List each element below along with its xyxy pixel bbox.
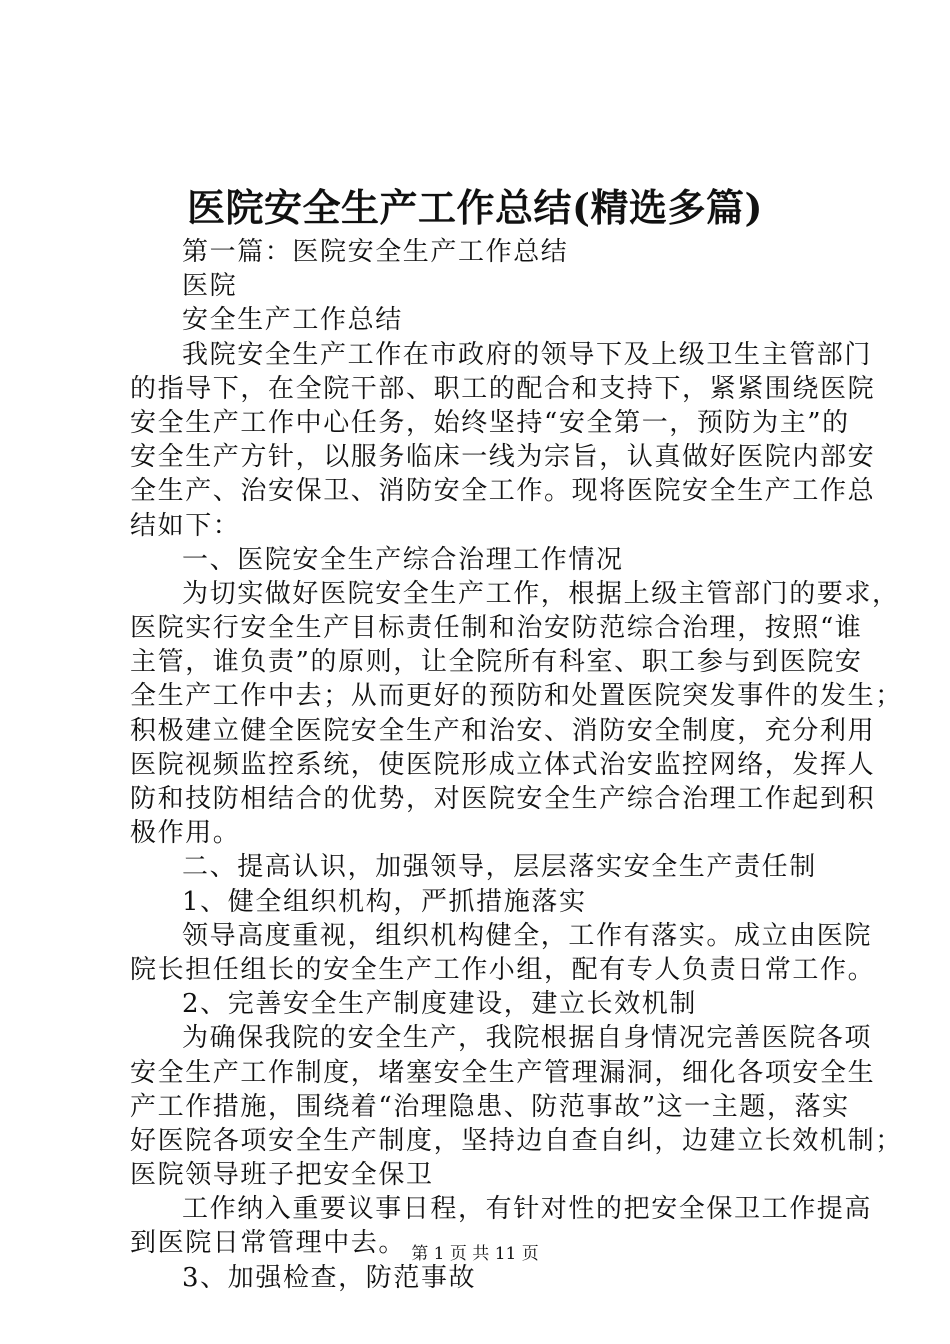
paragraph-line: 为确保我院的安全生产，我院根据自身情况完善医院各项 [182, 1023, 873, 1054]
section-heading: 第一篇：医院安全生产工作总结 [182, 237, 569, 267]
paragraph-line: 医院视频监控系统，使医院形成立体式治安监控网络，发挥人 [130, 749, 876, 780]
paragraph-line: 医院领导班子把安全保卫 [130, 1160, 434, 1191]
subsection-heading: 1、健全组织机构，严抓措施落实 [182, 886, 587, 917]
paragraph-line: 安全生产工作中心任务，始终坚持“安全第一，预防为主”的 [130, 407, 850, 438]
paragraph-line: 产工作措施，围绕着“治理隐患、防范事故”这一主题，落实 [130, 1091, 850, 1122]
paragraph-line: 安全生产方针，以服务临床一线为宗旨，认真做好医院内部安 [130, 442, 876, 473]
paragraph-line: 防和技防相结合的优势，对医院安全生产综合治理工作起到积 [130, 784, 876, 814]
document-body [130, 235, 903, 1295]
paragraph-line: 领导高度重视，组织机构健全，工作有落实。成立由医院 [182, 920, 873, 951]
paragraph-line: 结如下： [130, 510, 241, 541]
paragraph-line: 为切实做好医院安全生产工作，根据上级主管部门的要求， [182, 578, 900, 609]
paragraph-line: 好医院各项安全生产制度，坚持边自查自纠，边建立长效机制； [130, 1125, 903, 1156]
subheading-line: 安全生产工作总结 [182, 305, 403, 336]
paragraph-line: 的指导下，在全院干部、职工的配合和支持下，紧紧围绕医院 [130, 373, 876, 404]
paragraph-line: 主管，谁负责”的原则，让全院所有科室、职工参与到医院安 [130, 647, 863, 678]
paragraph-line: 我院安全生产工作在市政府的领导下及上级卫生主管部门 [182, 339, 873, 370]
paragraph-line: 全生产工作中去；从而更好的预防和处置医院突发事件的发生； [130, 681, 903, 712]
subsection-heading: 3、加强检查，防范事故 [182, 1262, 477, 1293]
paragraph-line: 医院实行安全生产目标责任制和治安防范综合治理，按照“谁 [130, 613, 863, 644]
paragraph-line: 极作用。 [130, 818, 241, 849]
subheading-line: 医院 [182, 271, 238, 302]
section-heading: 二、提高认识，加强领导，层层落实安全生产责任制 [182, 852, 817, 883]
paragraph-line: 院长担任组长的安全生产工作小组，配有专人负责日常工作。 [130, 954, 876, 985]
subsection-heading: 2、完善安全生产制度建设，建立长效机制 [182, 989, 697, 1020]
paragraph-line: 积极建立健全医院安全生产和治安、消防安全制度，充分利用 [130, 715, 876, 746]
paragraph-line: 到医院日常管理中去。 [130, 1228, 407, 1259]
paragraph-line: 工作纳入重要议事日程，有针对性的把安全保卫工作提高 [182, 1194, 873, 1225]
paragraph-line: 安全生产工作制度，堵塞安全生产管理漏洞，细化各项安全生 [130, 1057, 876, 1088]
page-number-footer: 第 1 页 共 11 页 [411, 1244, 539, 1264]
paragraph-line: 全生产、治安保卫、消防安全工作。现将医院安全生产工作总 [130, 476, 876, 507]
document-title: 医院安全生产工作总结(精选多篇) [187, 185, 763, 230]
section-heading: 一、医院安全生产综合治理工作情况 [182, 544, 624, 575]
